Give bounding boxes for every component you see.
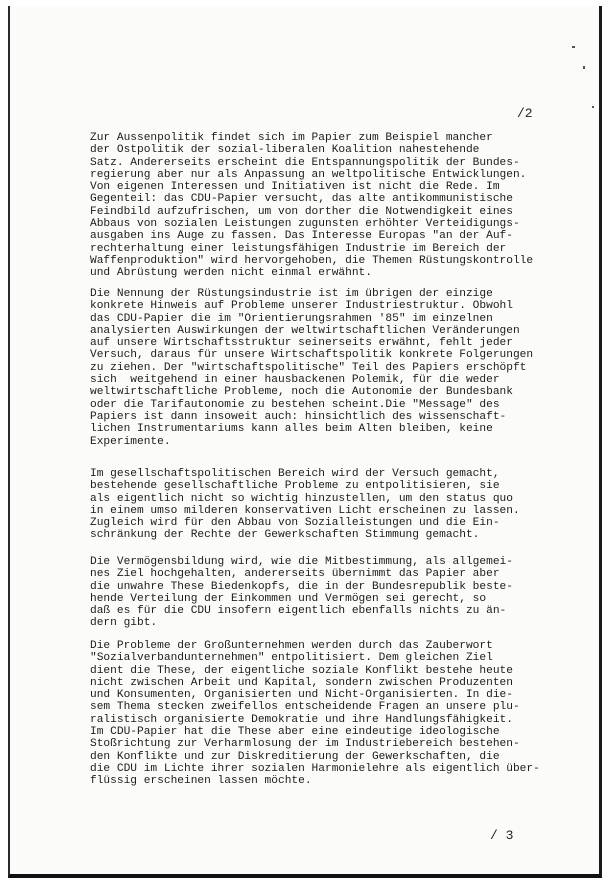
text-line: Die Vermögensbildung wird, wie die Mitbestimmung, als allgemei- [90,556,513,568]
text-line: als eigentlich nicht so wichtig hinzustellen, um den status quo [90,492,513,505]
text-line: konkrete Hinweis auf Probleme unserer Industriestruktur. Obwohl [90,300,513,313]
text-line: Von eigenen Interessen und Initiativen ist nicht die Rede. Im [90,181,500,194]
text-line: analysierten Auswirkungen der weltwirtschaftlichen Veränderungen [90,324,520,337]
text-line: und Konsumenten, Organisierten und Nicht-Organisierten. In die- [90,689,513,702]
text-line: Zur Aussenpolitik findet sich im Papier zum Beispiel mancher [90,132,493,144]
text-line: ralistisch organisierte Demokratie und ihre Handlungsfähigkeit. [90,713,513,726]
text-line: rechterhaltung einer leistungsfähigen Industrie im Bereich der [90,242,507,255]
text-line: und Abrüstung werden nicht einmal erwähnt. [90,267,372,280]
scan-speck [583,66,585,69]
text-line: Satz. Andererseits erscheint die Entspannungspolitik der Bundes- [90,156,520,169]
page-number-bottom: / 3 [490,828,514,843]
text-line: die unwahre These Biedenkopfs, die in der Bundesrepublik beste- [90,580,513,593]
text-line: weltwirtschaftliche Probleme, noch die Autonomie der Bundesbank [90,386,513,399]
paragraph-large-enterprises [90,640,580,788]
paragraph-asset-formation [90,556,580,630]
text-line: flüssig erscheinen lassen möchte. [90,775,312,788]
text-line: die CDU im Lichte ihrer sozialen Harmonielehre als eigentlich über- [90,762,540,775]
paragraph-foreign-policy [90,132,580,280]
text-line: Abbaus von sozialen Leistungen zugunsten erhöhter Verteidigungs- [90,218,520,231]
text-line: Waffenproduktion" wird hervorgehoben, die Themen Rüstungskontrolle [90,254,534,267]
text-line: auf unsere Wirtschaftsstruktur seinerseits erwähnt, fehlt jeder [90,337,513,350]
text-line: dern gibt. [90,617,158,630]
text-line: den Konflikte und zur Diskreditierung der Gewerkschaften, die [90,750,500,763]
scan-speck [592,106,594,108]
page-number-top: /2 [517,106,533,121]
text-line: bestehende gesellschaftliche Probleme zu entpolitisieren, sie [90,480,500,493]
text-line: "Sozialverbandunternehmen" entpolitisiert. Dem gleichen Ziel [90,652,493,665]
text-line: ausgaben ins Auge zu fassen. Das Interesse Europas "an der Auf- [90,230,513,243]
text-line: Zugleich wird für den Abbau von Sozialleistungen und die Ein- [90,517,500,530]
text-line: das CDU-Papier die im "Orientierungsrahmen '85" im einzelnen [90,312,493,325]
text-line: nicht zwischen Arbeit und Kapital, sondern zwischen Produzenten [90,676,513,689]
text-line: hende Verteilung der Einkommen und Vermögen sei gerecht, so [90,592,487,605]
text-line: schränkung der Rechte der Gewerkschaften Stimmung gemacht. [90,529,480,542]
text-line: sich weitgehend in einer hausbackenen Polemik, für die weder [90,374,500,387]
text-line: Die Nennung der Rüstungsindustrie ist im übrigen der einzige [90,288,493,300]
text-line: lichen Instrumentariums kann alles beim Alten bleiben, keine [90,423,493,436]
text-line: zu ziehen. Der "wirtschaftspolitische" Teil des Papiers erschöpft [90,361,527,374]
text-line: der Ostpolitik der sozial-liberalen Koalition nahestehende [90,144,480,157]
text-line: Im gesellschaftspolitischen Bereich wird der Versuch gemacht, [90,468,500,480]
text-line: dient die These, der eigentliche soziale Konflikt bestehe heute [90,664,513,677]
text-line: Experimente. [90,435,171,448]
text-line: Stoßrichtung zur Verharmlosung der im Industriebereich bestehen- [90,738,520,751]
text-line: Im CDU-Papier hat die These aber eine eindeutige ideologische [90,726,500,739]
text-line: in einem umso milderen konservativen Licht erscheinen zu lassen. [90,504,520,517]
paragraph-social-policy [90,468,580,542]
text-line: Die Probleme der Großunternehmen werden durch das Zauberwort [90,640,493,652]
text-line: regierung aber nur als Anpassung an weltpolitische Entwicklungen. [90,168,527,181]
text-line: Feindbild aufzufrischen, um von dorther die Notwendigkeit eines [90,205,513,218]
scan-speck [572,46,575,48]
document-page [8,6,602,878]
text-line: oder die Tarifautonomie zu bestehen scheint.Die "Message" des [90,398,500,411]
text-line: Gegenteil: das CDU-Papier versucht, das alte antikommunistische [90,193,513,206]
text-line: Versuch, daraus für unsere Wirtschaftspolitik konkrete Folgerungen [90,349,534,362]
text-line: nes Ziel hochgehalten, andererseits übernimmt das Papier aber [90,568,500,581]
text-line: Papiers ist dann insoweit auch: hinsichtlich des wissenschaft- [90,410,507,423]
text-line: sem Thema stecken zweifellos entscheidende Fragen an unsere plu- [90,701,520,714]
paragraph-armament-industry [90,288,580,448]
text-line: daß es für die CDU insofern eigentlich ebenfalls nichts zu än- [90,605,507,618]
